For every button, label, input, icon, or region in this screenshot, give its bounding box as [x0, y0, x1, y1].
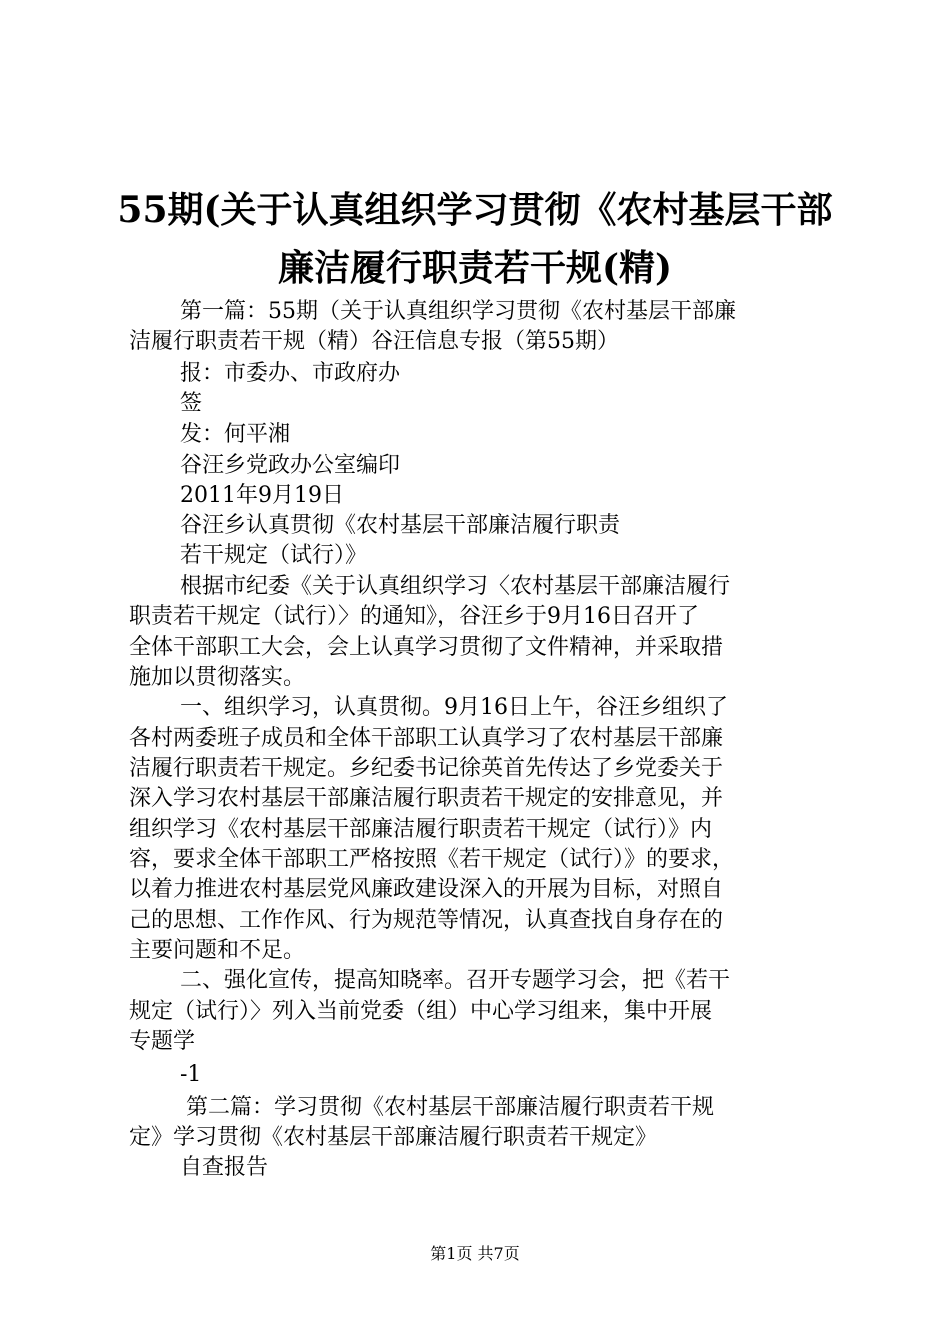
body-line: 自查报告 — [180, 1155, 269, 1180]
body-line: 二、强化宣传，提高知晓率。召开专题学习会，把《若干 — [180, 968, 731, 993]
body-line: 根据市纪委《关于认真组织学习〈农村基层干部廉洁履行 — [180, 574, 731, 599]
body-line: 洁履行职责若干规（精）谷汪信息专报（第55期） — [129, 329, 619, 354]
body-line: 一、组织学习，认真贯彻。9月16日上午，谷汪乡组织了 — [180, 695, 728, 720]
document-title-line-1: 55期(关于认真组织学习贯彻《农村基层干部 — [117, 189, 833, 231]
body-line: 以着力推进农村基层党风廉政建设深入的开展为目标，对照自 — [129, 877, 724, 902]
document-title-line-2: 廉洁履行职责若干规(精) — [277, 247, 673, 289]
body-line: 职责若干规定（试行）〉的通知》，谷汪乡于9月16日召开了 — [129, 604, 699, 629]
body-line: 专题学 — [129, 1029, 196, 1054]
body-line: 谷汪乡党政办公室编印 — [180, 453, 401, 478]
body-line: 洁履行职责若干规定。乡纪委书记徐英首先传达了乡党委关于 — [129, 756, 724, 781]
body-line: 第二篇：学习贯彻《农村基层干部廉洁履行职责若干规 — [186, 1095, 715, 1120]
body-line: 报：市委办、市政府办 — [180, 361, 401, 386]
body-line: 全体干部职工大会，会上认真学习贯彻了文件精神，并采取措 — [129, 635, 724, 660]
body-line: 签 — [180, 391, 203, 416]
body-line: 主要问题和不足。 — [129, 938, 306, 963]
body-line: 发：何平湘 — [180, 422, 291, 447]
body-line: 施加以贯彻落实。 — [129, 665, 306, 690]
body-line: 若干规定（试行）》 — [180, 543, 368, 568]
body-line: 定》学习贯彻《农村基层干部廉洁履行职责若干规定》 — [129, 1125, 658, 1150]
body-line: 2011年9月19日 — [180, 483, 344, 508]
body-line: 己的思想、工作作风、行为规范等情况，认真查找自身存在的 — [129, 908, 724, 933]
page-footer: 第1页 共7页 — [430, 1244, 520, 1263]
body-line: 深入学习农村基层干部廉洁履行职责若干规定的安排意见，并 — [129, 786, 724, 811]
body-line: 第一篇：55期（关于认真组织学习贯彻《农村基层干部廉 — [180, 299, 736, 324]
body-line: 谷汪乡认真贯彻《农村基层干部廉洁履行职责 — [180, 513, 621, 538]
body-line: 各村两委班子成员和全体干部职工认真学习了农村基层干部廉 — [129, 726, 724, 751]
body-line: 容，要求全体干部职工严格按照《若干规定（试行）》的要求， — [129, 847, 735, 872]
body-line: 规定（试行）〉列入当前党委（组）中心学习组来，集中开展 — [129, 999, 713, 1024]
body-line: 组织学习《农村基层干部廉洁履行职责若干规定（试行）》内 — [129, 817, 713, 842]
page-number-marker: -1 — [180, 1062, 202, 1087]
